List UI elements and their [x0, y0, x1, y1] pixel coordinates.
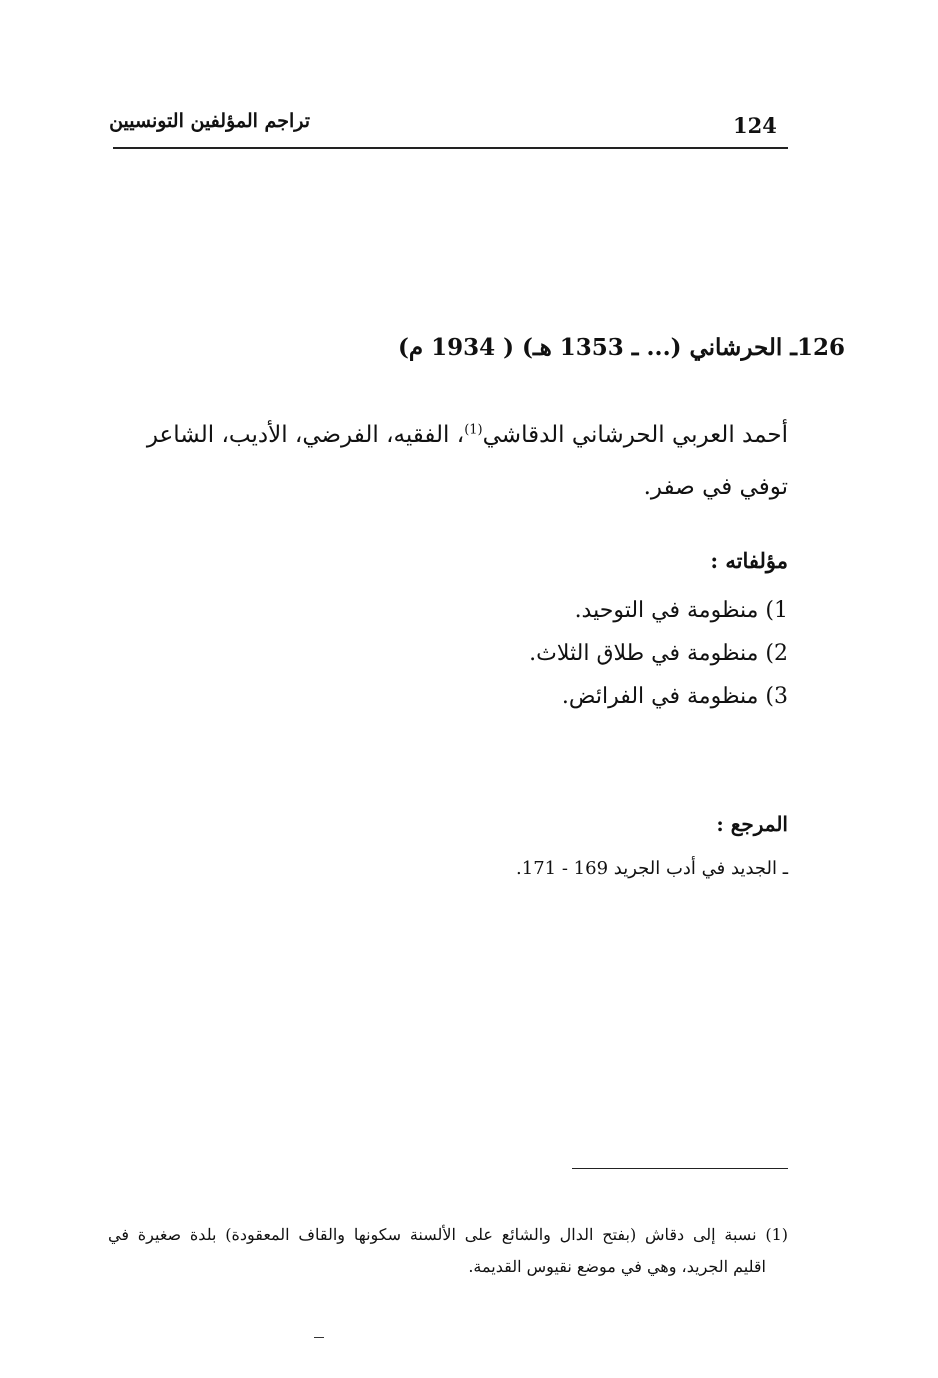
- references-heading: المرجع :: [716, 812, 788, 836]
- page-number: 124: [733, 113, 777, 138]
- biography-name: أحمد العربي الحرشاني الدقاشي: [482, 422, 788, 448]
- reference-item: ـ الجديد في أدب الجريد 169 - 171.: [516, 858, 788, 879]
- work-item: 3) منظومة في الفرائض.: [561, 684, 788, 709]
- work-item: 1) منظومة في التوحيد.: [574, 598, 788, 623]
- entry-title: [340, 334, 845, 374]
- work-item: 2) منظومة في طلاق الثلاث.: [529, 641, 788, 666]
- footnote-line-1: (1) نسبة إلى دقاش (بفتح الدال والشائع على الألسنة سكونها والقاف المعقودة) بلدة صغيرة في: [108, 1225, 788, 1244]
- bottom-dash-mark: [314, 1337, 324, 1338]
- entry-number: 126: [796, 334, 845, 361]
- footnote-rule: [572, 1168, 788, 1169]
- footnote-marker: (1): [464, 422, 483, 438]
- running-head: تراجم المؤلفين التونسيين: [109, 110, 310, 132]
- header-rule: [113, 147, 788, 149]
- works-heading: مؤلفاته :: [710, 548, 788, 573]
- entry-name: ـ الحرشاني (... ـ 1353 هـ) ( 1934 م): [397, 334, 797, 361]
- biography-descriptors: ، الفقيه، الفرضي، الأديب، الشاعر: [146, 422, 465, 448]
- biography-line-2: توفي في صفر.: [643, 474, 788, 500]
- footnote-line-2: اقليم الجريد، وهي في موضع نقيوس القديمة.: [468, 1257, 766, 1276]
- biography-line-1: [108, 422, 788, 448]
